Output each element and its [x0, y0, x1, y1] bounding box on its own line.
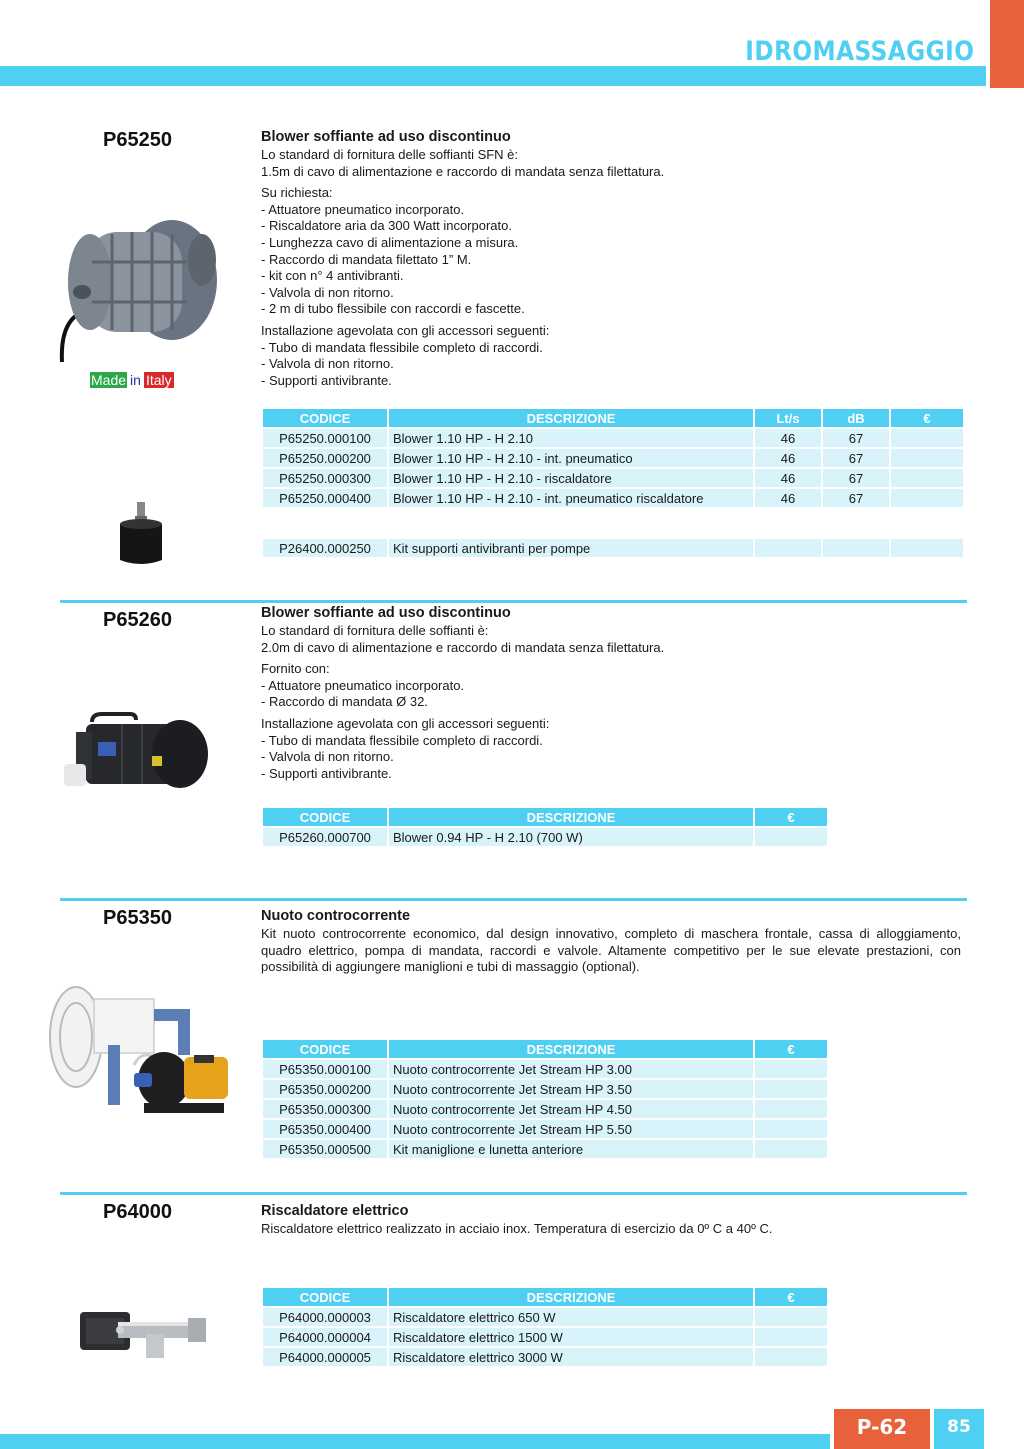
desc-line: Lo standard di fornitura delle soffianti SFN è:	[261, 147, 519, 162]
cell-euro	[891, 489, 963, 507]
desc-line: - Supporti antivibrante.	[261, 372, 392, 388]
cell-descrizione: Nuoto controcorrente Jet Stream HP 4.50	[389, 1100, 753, 1118]
product-title: Riscaldatore elettrico	[261, 1203, 409, 1219]
table-row	[263, 469, 963, 487]
col-header-euro: €	[755, 808, 827, 826]
cell-descrizione: Kit maniglione e lunetta anteriore	[389, 1140, 753, 1158]
product-description	[261, 907, 961, 981]
section-divider	[60, 600, 967, 603]
cell-descrizione: Blower 1.10 HP - H 2.10 - riscaldatore	[389, 469, 753, 487]
cell-db: 67	[823, 469, 889, 487]
cell-descrizione: Nuoto controcorrente Jet Stream HP 5.50	[389, 1120, 753, 1138]
page-title: IDROMASSAGGIO	[744, 36, 974, 67]
cell-euro	[755, 1348, 827, 1366]
made-in-italy-badge	[90, 371, 174, 389]
antivibration-mount-image	[114, 502, 168, 568]
col-header-euro: €	[755, 1288, 827, 1306]
description-paragraph	[261, 623, 961, 656]
cell-codice: P65250.000200	[263, 449, 387, 467]
desc-line: - Raccordo di mandata filettato 1” M.	[261, 251, 472, 267]
cell-db: 67	[823, 429, 889, 447]
cell-codice: P65250.000100	[263, 429, 387, 447]
cell-euro	[891, 469, 963, 487]
cell-codice: P64000.000003	[263, 1308, 387, 1326]
product-table	[261, 1286, 829, 1368]
cell-codice: P65350.000200	[263, 1080, 387, 1098]
col-header-lts: Lt/s	[755, 409, 821, 427]
table-row	[263, 1308, 827, 1326]
desc-line: Installazione agevolata con gli accessori seguenti:	[261, 715, 550, 731]
cell-descrizione: Nuoto controcorrente Jet Stream HP 3.50	[389, 1080, 753, 1098]
cell-lts: 46	[755, 449, 821, 467]
cell-euro	[891, 539, 963, 557]
desc-line: - Attuatore pneumatico incorporato.	[261, 677, 465, 693]
desc-line: Su richiesta:	[261, 185, 333, 201]
cell-db: 67	[823, 489, 889, 507]
cell-codice: P65250.000300	[263, 469, 387, 487]
cell-codice: P65350.000400	[263, 1120, 387, 1138]
cell-euro	[755, 1060, 827, 1078]
desc-line: - Tubo di mandata flessibile completo di raccordi.	[261, 339, 543, 355]
description-paragraph	[261, 323, 961, 389]
counter-current-kit-image	[44, 985, 234, 1120]
desc-line: - kit con n° 4 antivibranti.	[261, 268, 404, 284]
col-header-euro: €	[891, 409, 963, 427]
desc-line: - 2 m di tubo flessibile con raccordi e fascette.	[261, 301, 525, 317]
product-code: P65350	[103, 907, 172, 929]
header-accent-block	[990, 0, 1024, 88]
electric-heater-image	[78, 1308, 208, 1360]
desc-line: - Supporti antivibrante.	[261, 765, 392, 781]
desc-line: Lo standard di fornitura delle soffianti è:	[261, 623, 489, 638]
description-paragraph	[261, 661, 961, 711]
desc-line: - Tubo di mandata flessibile completo di raccordi.	[261, 732, 543, 748]
accessory-table	[261, 537, 965, 559]
col-header-codice: CODICE	[263, 808, 387, 826]
product-title: Nuoto controcorrente	[261, 908, 411, 924]
cell-euro	[755, 1308, 827, 1326]
cell-descrizione: Riscaldatore elettrico 1500 W	[389, 1328, 753, 1346]
product-code: P65260	[103, 609, 172, 631]
cell-lts	[755, 539, 821, 557]
table-row	[263, 539, 963, 557]
table-row	[263, 1120, 827, 1138]
cell-codice: P65350.000300	[263, 1100, 387, 1118]
product-table	[261, 407, 965, 509]
section-divider	[60, 1192, 967, 1195]
table-header-row	[263, 1040, 827, 1058]
table-row	[263, 828, 827, 846]
cell-codice: P65350.000100	[263, 1060, 387, 1078]
table-row	[263, 489, 963, 507]
table-header-row	[263, 808, 827, 826]
cell-euro	[755, 1328, 827, 1346]
desc-line: - Valvola di non ritorno.	[261, 284, 394, 300]
table-header-row	[263, 1288, 827, 1306]
page-code-badge: P-62	[834, 1409, 930, 1449]
cell-euro	[755, 1140, 827, 1158]
cell-euro	[891, 449, 963, 467]
col-header-descrizione: DESCRIZIONE	[389, 1040, 753, 1058]
cell-descrizione: Blower 0.94 HP - H 2.10 (700 W)	[389, 828, 753, 846]
blower-product-image	[62, 712, 214, 794]
cell-euro	[755, 1120, 827, 1138]
desc-line: - Raccordo di mandata Ø 32.	[261, 694, 428, 710]
section-divider	[60, 898, 967, 901]
description-paragraph	[261, 147, 961, 180]
cell-descrizione: Nuoto controcorrente Jet Stream HP 3.00	[389, 1060, 753, 1078]
desc-line: - Riscaldatore aria da 300 Watt incorporato.	[261, 218, 512, 234]
table-row	[263, 1080, 827, 1098]
description-paragraph: Kit nuoto controcorrente economico, dal design innovativo, completo di maschera frontale, cassa di alloggiamento, quadro elettrico, pompa di mandata, raccordi e valvole. Altamente competitivo per le sue elevate prestazioni, con possibilità di aggiungere maniglioni e tubi di massaggio (optional).	[261, 926, 961, 975]
table-row	[263, 449, 963, 467]
desc-line: 2.0m di cavo di alimentazione e raccordo di mandata senza filettatura.	[261, 639, 665, 655]
product-title: Blower soffiante ad uso discontinuo	[261, 129, 511, 145]
cell-lts: 46	[755, 489, 821, 507]
cell-codice: P64000.000004	[263, 1328, 387, 1346]
product-code: P64000	[103, 1201, 172, 1223]
product-table	[261, 806, 829, 848]
col-header-codice: CODICE	[263, 1040, 387, 1058]
cell-descrizione: Riscaldatore elettrico 650 W	[389, 1308, 753, 1326]
desc-line: - Valvola di non ritorno.	[261, 749, 394, 765]
desc-line: - Valvola di non ritorno.	[261, 356, 394, 372]
cell-euro	[891, 429, 963, 447]
col-header-descrizione: DESCRIZIONE	[389, 808, 753, 826]
cell-descrizione: Kit supporti antivibranti per pompe	[389, 539, 753, 557]
desc-line: - Attuatore pneumatico incorporato.	[261, 201, 465, 217]
in-label: in	[130, 372, 141, 388]
table-row	[263, 1060, 827, 1078]
made-label: Made	[91, 372, 127, 388]
product-table	[261, 1038, 829, 1160]
cell-codice: P65350.000500	[263, 1140, 387, 1158]
desc-line: Fornito con:	[261, 661, 330, 677]
table-row	[263, 1348, 827, 1366]
cell-codice: P26400.000250	[263, 539, 387, 557]
table-row	[263, 1328, 827, 1346]
table-row	[263, 1100, 827, 1118]
description-paragraph	[261, 716, 961, 782]
product-code: P65250	[103, 129, 172, 151]
description-paragraph	[261, 185, 961, 318]
product-title: Blower soffiante ad uso discontinuo	[261, 605, 511, 621]
cell-descrizione: Riscaldatore elettrico 3000 W	[389, 1348, 753, 1366]
desc-line: 1.5m di cavo di alimentazione e raccordo di mandata senza filettatura.	[261, 163, 665, 179]
col-header-descrizione: DESCRIZIONE	[389, 409, 753, 427]
product-description	[261, 604, 961, 787]
table-row	[263, 429, 963, 447]
cell-lts: 46	[755, 429, 821, 447]
product-description	[261, 128, 961, 394]
col-header-euro: €	[755, 1040, 827, 1058]
col-header-codice: CODICE	[263, 1288, 387, 1306]
table-header-row	[263, 409, 963, 427]
cell-codice: P65260.000700	[263, 828, 387, 846]
cell-euro	[755, 828, 827, 846]
col-header-codice: CODICE	[263, 409, 387, 427]
desc-line: Installazione agevolata con gli accessori seguenti:	[261, 322, 550, 338]
footer-bar	[0, 1434, 830, 1449]
table-row	[263, 1140, 827, 1158]
page-number: 85	[934, 1409, 984, 1449]
cell-db: 67	[823, 449, 889, 467]
cell-codice: P64000.000005	[263, 1348, 387, 1366]
cell-euro	[755, 1100, 827, 1118]
cell-descrizione: Blower 1.10 HP - H 2.10 - int. pneumatico	[389, 449, 753, 467]
header-bar	[0, 66, 986, 86]
italy-label: Italy	[145, 372, 172, 388]
col-header-descrizione: DESCRIZIONE	[389, 1288, 753, 1306]
cell-euro	[755, 1080, 827, 1098]
cell-codice: P65250.000400	[263, 489, 387, 507]
product-description	[261, 1202, 961, 1243]
cell-descrizione: Blower 1.10 HP - H 2.10 - int. pneumatico riscaldatore	[389, 489, 753, 507]
desc-line: - Lunghezza cavo di alimentazione a misura.	[261, 234, 519, 250]
cell-descrizione: Blower 1.10 HP - H 2.10	[389, 429, 753, 447]
description-paragraph: Riscaldatore elettrico realizzato in acciaio inox. Temperatura di esercizio da 0º C a 40º C.	[261, 1221, 773, 1236]
col-header-db: dB	[823, 409, 889, 427]
cell-db	[823, 539, 889, 557]
blower-product-image	[52, 212, 222, 372]
cell-lts: 46	[755, 469, 821, 487]
